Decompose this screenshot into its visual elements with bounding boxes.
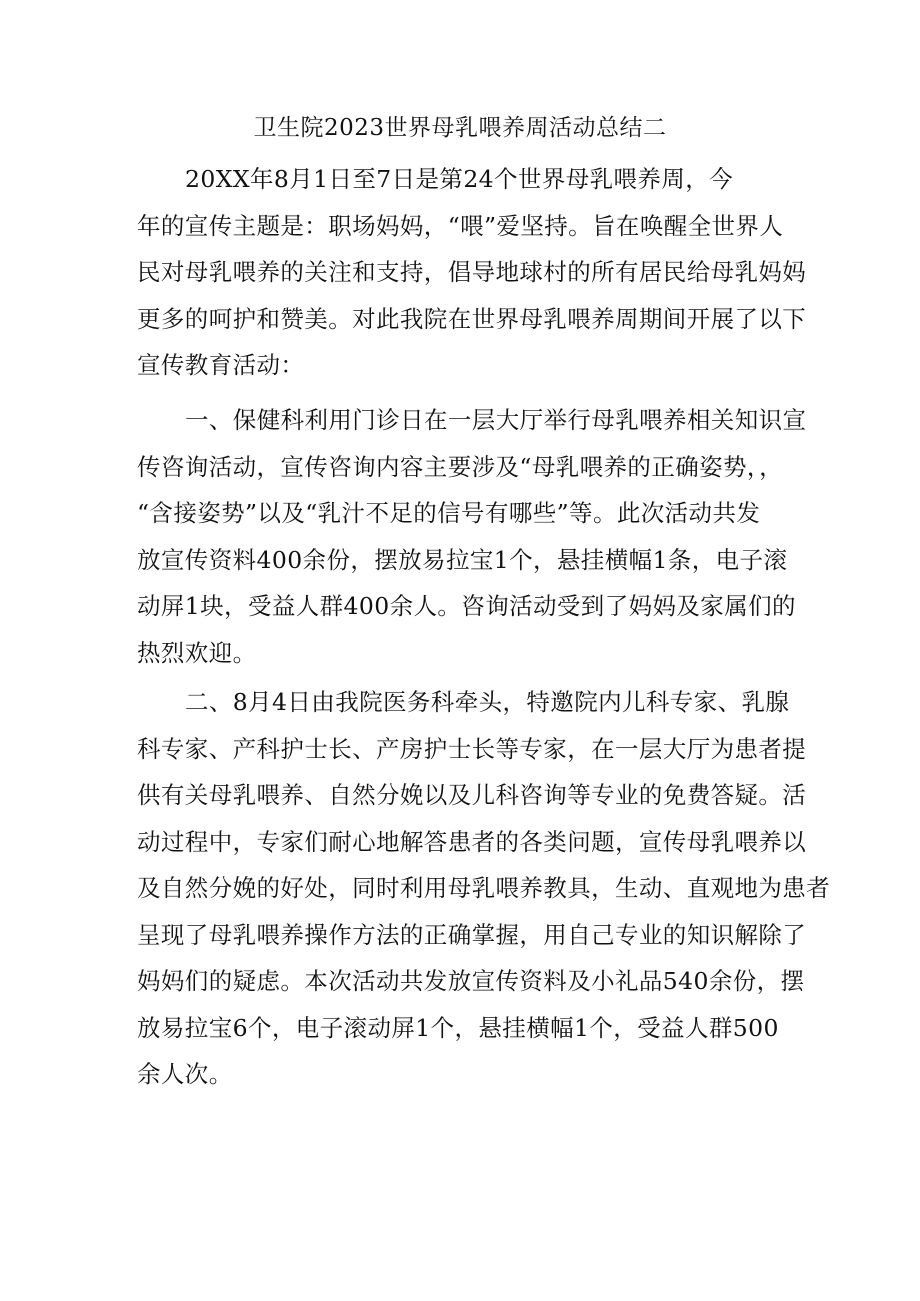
document-title: 卫生院2023世界母乳喂养周活动总结二 (253, 115, 667, 141)
paragraph-2-line-2: 传咨询活动，宣传咨询内容主要涉及“母乳喂养的正确姿势，， (137, 453, 783, 481)
paragraph-2-line-6: 热烈欢迎。 (137, 639, 257, 667)
paragraph-2-line-3: “含接姿势”以及“乳汁不足的信号有哪些”等。此次活动共发 (137, 499, 761, 527)
paragraph-3-line-1: 二、8月4日由我院医务科牵头，特邀院内儿科专家、乳腺 (185, 688, 790, 716)
paragraph-3-line-9: 余人次。 (137, 1060, 233, 1088)
paragraph-1-line-5: 宣传教育活动： (137, 351, 305, 379)
paragraph-3-line-4: 动过程中，专家们耐心地解答患者的各类问题，宣传母乳喂养以 (137, 828, 807, 856)
paragraph-3-line-2: 科专家、产科护士长、产房护士长等专家，在一层大厅为患者提 (137, 735, 807, 763)
paragraph-2-line-5: 动屏1块，受益人群400余人。咨询活动受到了妈妈及家属们的 (137, 592, 796, 620)
paragraph-3-line-7: 妈妈们的疑虑。本次活动共发放宣传资料及小礼品540余份，摆 (137, 967, 805, 995)
paragraph-1-line-4: 更多的呵护和赞美。对此我院在世界母乳喂养周期间开展了以下 (137, 305, 807, 333)
paragraph-1-line-2: 年的宣传主题是：职场妈妈，“喂”爱坚持。旨在唤醒全世界人 (137, 212, 784, 240)
paragraph-2-line-4: 放宣传资料400余份，摆放易拉宝1个，悬挂横幅1条，电子滚 (137, 546, 788, 574)
paragraph-3-line-6: 呈现了母乳喂养操作方法的正确掌握，用自己专业的知识解除了 (137, 921, 807, 949)
paragraph-3-line-8: 放易拉宝6个，电子滚动屏1个，悬挂横幅1个，受益人群500 (137, 1014, 779, 1042)
paragraph-3-line-3: 供有关母乳喂养、自然分娩以及儿科咨询等专业的免费答疑。活 (137, 781, 807, 809)
paragraph-1-line-3: 民对母乳喂养的关注和支持，倡导地球村的所有居民给母乳妈妈 (137, 258, 807, 286)
paragraph-3-line-5: 及自然分娩的好处，同时利用母乳喂养教具，生动、直观地为患者 (137, 874, 831, 902)
paragraph-1-line-1: 20XX年8月1日至7日是第24个世界母乳喂养周，今 (185, 165, 734, 193)
paragraph-2-line-1: 一、保健科利用门诊日在一层大厅举行母乳喂养相关知识宣 (185, 406, 807, 434)
